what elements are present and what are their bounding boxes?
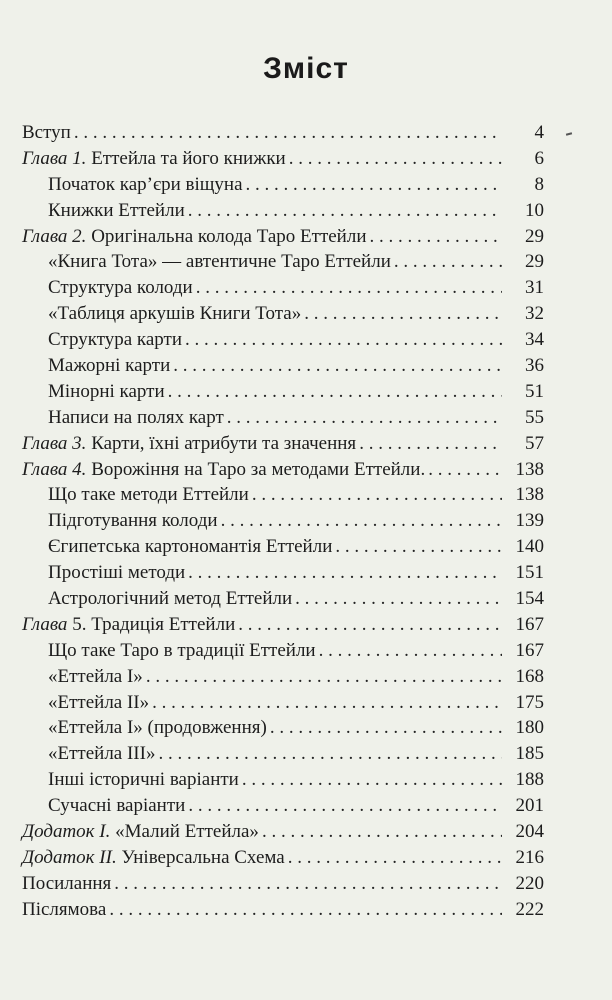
toc-entry-label	[22, 845, 285, 871]
toc-entry[interactable]	[22, 198, 544, 224]
toc-entry[interactable]	[22, 845, 544, 871]
toc-entry-label	[48, 249, 391, 275]
toc-entry-label	[22, 897, 106, 923]
dot-leader	[262, 819, 502, 845]
table-of-contents	[22, 120, 544, 923]
toc-entry[interactable]	[22, 664, 544, 690]
toc-entry-page: 201	[515, 795, 544, 817]
dot-leader	[335, 534, 502, 560]
dot-leader	[319, 638, 502, 664]
toc-entry-text: Єгипетська картономантія Еттейли	[48, 536, 333, 558]
toc-entry-label	[48, 767, 239, 793]
toc-entry-text: Оригінальна колода Таро Еттейли	[86, 225, 367, 247]
toc-entry-text: Мінорні карти	[48, 380, 165, 402]
toc-entry[interactable]	[22, 224, 544, 250]
toc-entry-page: 6	[534, 147, 544, 169]
toc-entry-label	[48, 301, 301, 327]
toc-entry-label	[22, 120, 71, 146]
toc-entry-text: «Еттейла ІІІ»	[48, 743, 156, 765]
toc-entry-label	[48, 198, 185, 224]
toc-entry[interactable]	[22, 146, 544, 172]
dot-leader	[370, 224, 503, 250]
dot-leader	[295, 586, 502, 612]
dot-leader	[188, 560, 502, 586]
dot-leader	[428, 457, 502, 483]
toc-entry-label	[48, 741, 155, 767]
toc-entry-text: Написи на полях карт	[48, 406, 224, 428]
toc-entry-label	[22, 146, 286, 172]
dot-leader	[288, 845, 502, 871]
toc-entry[interactable]	[22, 560, 544, 586]
dot-leader	[152, 690, 502, 716]
dot-leader	[394, 249, 502, 275]
toc-entry-page: 32	[525, 303, 544, 325]
toc-entry[interactable]	[22, 638, 544, 664]
toc-entry[interactable]	[22, 793, 544, 819]
toc-entry-prefix: Глава	[22, 613, 68, 635]
toc-entry-text: «Еттейла І»	[48, 665, 143, 687]
toc-entry-page: 31	[525, 277, 544, 299]
toc-entry-text: Що таке Таро в традиції Еттейли	[48, 639, 316, 661]
toc-entry[interactable]	[22, 534, 544, 560]
toc-entry-page: 34	[525, 329, 544, 351]
toc-entry[interactable]	[22, 457, 544, 483]
dot-leader	[109, 897, 502, 923]
toc-entry-page: 167	[515, 639, 544, 661]
toc-entry-text: Ворожіння на Таро за методами Еттейли.	[86, 458, 426, 480]
toc-entry-page: 8	[534, 173, 544, 195]
toc-entry-text: «Еттейла ІІ»	[48, 691, 150, 713]
toc-entry-text: Мажорні карти	[48, 355, 171, 377]
toc-entry-page: 175	[515, 691, 544, 713]
toc-entry-page: 36	[525, 355, 544, 377]
toc-entry-label	[48, 275, 193, 301]
toc-entry-page: 139	[515, 510, 544, 532]
toc-entry-page: 180	[515, 717, 544, 739]
toc-entry-text: Посилання	[22, 872, 112, 894]
toc-entry-text: Книжки Еттейли	[48, 199, 185, 221]
toc-entry-label	[48, 172, 243, 198]
toc-entry-text: Початок кар’єри віщуна	[48, 173, 243, 195]
toc-entry-text: «Малий Еттейла»	[110, 821, 259, 843]
toc-entry-page: 138	[515, 458, 544, 480]
toc-entry-label	[22, 224, 367, 250]
dot-leader	[114, 871, 502, 897]
dot-leader	[173, 353, 502, 379]
toc-entry-text: «Книга Тота» — автентичне Таро Еттейли	[48, 251, 391, 273]
toc-entry-label	[48, 353, 170, 379]
dot-leader	[270, 715, 502, 741]
toc-entry-label	[48, 534, 332, 560]
dot-leader	[158, 741, 502, 767]
dot-leader	[227, 405, 502, 431]
toc-entry-page: 167	[515, 613, 544, 635]
dot-leader	[242, 767, 502, 793]
toc-entry-label	[48, 638, 316, 664]
dot-leader	[359, 431, 502, 457]
toc-entry-page: 10	[525, 199, 544, 221]
page-title: Зміст	[263, 52, 349, 85]
toc-entry[interactable]	[22, 120, 544, 146]
toc-entry-label	[22, 871, 111, 897]
toc-entry-label	[48, 327, 182, 353]
toc-entry-label	[48, 560, 185, 586]
toc-entry-page: 185	[515, 743, 544, 765]
toc-entry-text: Післямова	[22, 898, 107, 920]
dot-leader	[304, 301, 502, 327]
dot-leader	[168, 379, 502, 405]
toc-entry[interactable]	[22, 819, 544, 845]
toc-entry-page: 222	[515, 898, 544, 920]
toc-entry-label	[48, 586, 292, 612]
toc-entry-prefix: Глава 4.	[22, 458, 87, 480]
toc-entry-label	[48, 690, 149, 716]
toc-entry-label	[48, 482, 249, 508]
toc-entry-label	[22, 819, 259, 845]
dot-leader	[238, 612, 502, 638]
toc-entry-text: Карти, їхні атрибути та значення	[86, 432, 357, 454]
toc-entry[interactable]	[22, 715, 544, 741]
margin-mark	[566, 132, 572, 135]
toc-entry-page: 57	[525, 432, 544, 454]
toc-entry-page: 220	[515, 872, 544, 894]
toc-entry-page: 140	[515, 536, 544, 558]
toc-entry-label	[48, 379, 165, 405]
toc-entry-text: Простіші методи	[48, 562, 186, 584]
toc-entry-label	[22, 431, 356, 457]
toc-entry-label	[48, 508, 218, 534]
toc-entry-text: Еттейла та його книжки	[86, 147, 286, 169]
toc-entry[interactable]	[22, 767, 544, 793]
toc-entry[interactable]	[22, 172, 544, 198]
toc-entry-text: Вступ	[22, 122, 71, 143]
toc-entry-page: 138	[515, 484, 544, 506]
dot-leader	[246, 172, 502, 198]
toc-entry-text: Структура карти	[48, 329, 183, 351]
toc-entry-page: 29	[525, 225, 544, 247]
toc-entry-page: 154	[515, 588, 544, 610]
toc-entry-text: Підготування колоди	[48, 510, 218, 532]
toc-entry-text: Сучасні варіанти	[48, 795, 186, 817]
dot-leader	[74, 120, 502, 146]
toc-entry-page: 29	[525, 251, 544, 273]
toc-entry-label	[22, 457, 425, 483]
toc-entry-label	[48, 715, 267, 741]
toc-entry-page: 55	[525, 406, 544, 428]
toc-entry[interactable]	[22, 508, 544, 534]
toc-entry[interactable]	[22, 405, 544, 431]
dot-leader	[252, 482, 502, 508]
toc-entry-text: Астрологічний метод Еттейли	[48, 588, 293, 610]
toc-entry-page: 216	[515, 846, 544, 868]
toc-entry-label	[48, 664, 143, 690]
dot-leader	[146, 664, 502, 690]
toc-entry[interactable]	[22, 690, 544, 716]
toc-entry-page: 188	[515, 769, 544, 791]
toc-entry-text: Структура колоди	[48, 277, 193, 299]
toc-entry[interactable]	[22, 275, 544, 301]
dot-leader	[188, 793, 502, 819]
toc-entry-label	[48, 793, 185, 819]
toc-entry-text: 5. Традиція Еттейли	[67, 613, 236, 635]
toc-entry-prefix: Глава 2.	[22, 225, 87, 247]
toc-entry[interactable]	[22, 301, 544, 327]
dot-leader	[185, 327, 502, 353]
dot-leader	[188, 198, 502, 224]
dot-leader	[289, 146, 502, 172]
toc-entry[interactable]	[22, 353, 544, 379]
toc-entry-prefix: Додаток ІІ.	[22, 846, 117, 868]
toc-entry-text: Що таке методи Еттейли	[48, 484, 249, 506]
toc-entry[interactable]	[22, 612, 544, 638]
toc-entry-text: «Таблиця аркушів Книги Тота»	[48, 303, 302, 325]
toc-entry-text: «Еттейла І» (продовження)	[48, 717, 267, 739]
toc-entry-text: Інші історичні варіанти	[48, 769, 239, 791]
toc-entry[interactable]	[22, 379, 544, 405]
dot-leader	[221, 508, 502, 534]
toc-entry[interactable]	[22, 897, 544, 923]
toc-entry-text: Універсальна Схема	[116, 846, 285, 868]
toc-entry-label	[48, 405, 224, 431]
toc-entry-page: 204	[515, 821, 544, 843]
toc-entry-prefix: Додаток І.	[22, 821, 111, 843]
toc-entry[interactable]	[22, 482, 544, 508]
toc-entry-page: 151	[515, 562, 544, 584]
toc-entry[interactable]	[22, 741, 544, 767]
toc-entry-page: 51	[525, 380, 544, 402]
toc-entry-label	[22, 612, 235, 638]
toc-entry-page: 168	[515, 665, 544, 687]
dot-leader	[196, 275, 502, 301]
toc-entry-prefix: Глава 1.	[22, 147, 87, 169]
toc-entry[interactable]	[22, 249, 544, 275]
toc-entry[interactable]	[22, 871, 544, 897]
toc-entry[interactable]	[22, 431, 544, 457]
toc-entry-prefix: Глава 3.	[22, 432, 87, 454]
toc-entry-page: 4	[534, 122, 544, 143]
toc-entry[interactable]	[22, 586, 544, 612]
toc-entry[interactable]	[22, 327, 544, 353]
